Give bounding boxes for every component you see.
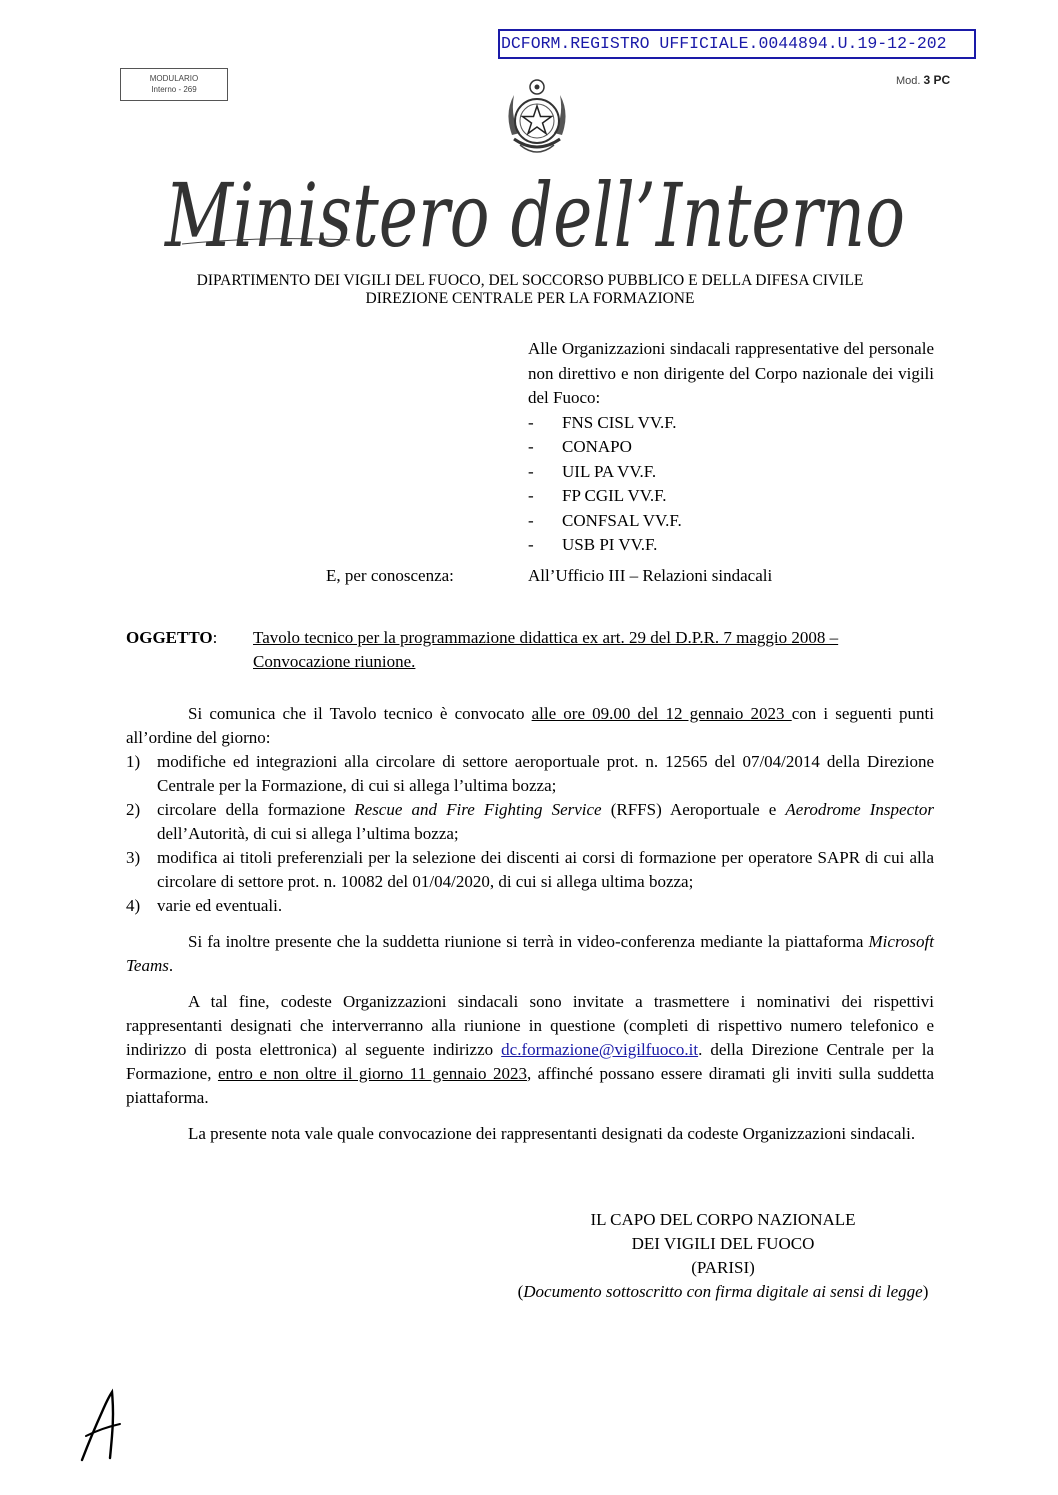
agenda-text: modifiche ed integrazioni alla circolare di settore aeroportuale prot. n. 12565 del 07/04/2014 della Direzione Centrale per la Formazione, di cui si allega l’ultima bozza; [157, 752, 934, 795]
cc-label: E, per conoscenza: [326, 566, 454, 585]
body-text: Si comunica che il Tavolo tecnico è convocato [188, 704, 532, 723]
agenda-number: 4) [126, 896, 141, 915]
note-text: Documento sottoscritto con firma digitale ai sensi di legge [523, 1282, 923, 1301]
letter-body [126, 702, 934, 1146]
list-item [528, 460, 934, 485]
body-text: . della Direzione Centrale per la Formazione, [126, 1040, 934, 1083]
modulario-line1: MODULARIO [149, 74, 199, 83]
list-dash: - [528, 510, 534, 530]
department-heading [120, 272, 940, 308]
agenda-text-part: dell’Autorità, di cui si allega l’ultima bozza; [157, 824, 459, 843]
signature-note [480, 1280, 966, 1304]
agenda-item [126, 750, 934, 798]
meeting-datetime: alle ore 09.00 del 12 gennaio 2023 [531, 704, 792, 723]
list-dash: - [528, 535, 534, 554]
agenda-text: modifica ai titoli preferenziali per la selezione dei discenti ai corsi di formazione per operatore SAPR di cui alla circolare di settore prot. n. 10082 del 01/04/2020, di cui si allega ultima bozza; [157, 848, 934, 891]
list-item [528, 484, 934, 509]
body-paragraph-1 [126, 702, 934, 750]
agenda-text-part: circolare della formazione [157, 800, 355, 819]
cc-value: All’Ufficio III – Relazioni sindacali [528, 566, 773, 585]
modulario-box [120, 68, 228, 101]
agenda-text: varie ed eventuali. [157, 896, 283, 915]
platform-name: Microsoft Teams [126, 932, 934, 975]
recipients-block [528, 337, 934, 558]
list-dash: - [528, 461, 534, 481]
agenda-list [126, 750, 934, 918]
list-item [528, 509, 934, 534]
department-line1: DIPARTIMENTO DEI VIGILI DEL FUOCO, DEL SOCCORSO PUBBLICO E DELLA DIFESA CIVILE [196, 272, 864, 289]
recipient-name: FP CGIL VV.F. [562, 486, 667, 505]
agenda-italic: Aerodrome Inspector [785, 800, 934, 819]
subject-block [126, 626, 934, 674]
model-code [896, 73, 950, 87]
modulario-line2: Interno - 269 [151, 85, 197, 94]
body-paragraph-3 [126, 990, 934, 1110]
deadline-text: entro e non oltre il giorno 11 gennaio 2023 [217, 1064, 527, 1083]
agenda-text [157, 798, 934, 846]
body-paragraph-4: La presente nota vale quale convocazione dei rappresentanti designati da codeste Organizzazioni sindacali. [188, 1124, 916, 1143]
list-dash: - [528, 412, 534, 432]
signature-line1: IL CAPO DEL CORPO NAZIONALE [590, 1210, 856, 1229]
agenda-item [126, 894, 934, 918]
agenda-item [126, 798, 934, 846]
registry-stamp: DCFORM.REGISTRO UFFICIALE.0044894.U.19-12-202 [498, 29, 976, 59]
italian-emblem-icon [500, 73, 574, 168]
list-item [528, 411, 934, 436]
body-text: Si fa inoltre presente che la suddetta riunione si terrà in video-conferenza mediante la piattaforma [188, 932, 869, 951]
signature-line2: DEI VIGILI DEL FUOCO [631, 1234, 815, 1253]
agenda-number: 2) [126, 800, 141, 819]
department-line2: DIREZIONE CENTRALE PER LA FORMAZIONE [365, 290, 695, 307]
recipients-list [528, 411, 934, 558]
subject-colon: : [212, 628, 218, 647]
agenda-italic: Rescue and Fire Fighting Service [354, 800, 602, 819]
model-code-value: 3 PC [923, 73, 951, 87]
note-paren: ( [517, 1282, 524, 1301]
agenda-number: 1) [126, 752, 141, 771]
agenda-text-part: (RFFS) Aeroportuale e [601, 800, 786, 819]
recipient-name: CONFSAL VV.F. [562, 510, 682, 530]
email-link[interactable]: dc.formazione@vigilfuoco.it [501, 1040, 699, 1059]
signature-line3: (PARISI) [691, 1258, 755, 1277]
list-item [528, 435, 934, 460]
handwritten-initial-icon [72, 1384, 132, 1464]
body-text: , affinché possano essere diramati gli inviti sulla suddetta piattaforma. [126, 1064, 934, 1107]
recipients-intro: Alle Organizzazioni sindacali rappresentative del personale non direttivo e non dirigente del Corpo nazionale dei vigili del Fuoco: [528, 339, 934, 407]
recipient-name: USB PI VV.F. [562, 535, 658, 554]
subject-label: OGGETTO [126, 628, 213, 647]
body-text: . [168, 956, 174, 975]
list-dash: - [528, 437, 534, 456]
recipient-name: UIL PA VV.F. [562, 461, 657, 481]
list-item [528, 533, 934, 558]
subject-label-wrap [126, 626, 217, 650]
body-text: A tal fine, codeste Organizzazioni sindacali sono invitate a trasmettere i nominativi dei rispettivi rappresentanti designati che interverranno alla riunione in questione (completi di rispettivo numero telefonico e indirizzo di posta elettronica) al seguente indirizzo [126, 992, 934, 1059]
body-paragraph-2 [126, 930, 934, 978]
ministry-title: Ministero dell’Interno [163, 164, 906, 267]
model-code-prefix: Mod. [896, 75, 921, 87]
body-text: con i seguenti punti all’ordine del giorno: [126, 704, 935, 747]
agenda-number: 3) [126, 848, 141, 867]
agenda-item [126, 846, 934, 894]
ministry-title-lettering [120, 164, 950, 267]
recipient-name: CONAPO [562, 437, 632, 456]
subject-text: Tavolo tecnico per la programmazione didattica ex art. 29 del D.P.R. 7 maggio 2008 – Convocazione riunione. [253, 628, 839, 671]
recipient-name: FNS CISL VV.F. [562, 412, 677, 432]
list-dash: - [528, 486, 534, 505]
note-paren: ) [922, 1282, 929, 1301]
signature-block [480, 1208, 966, 1304]
